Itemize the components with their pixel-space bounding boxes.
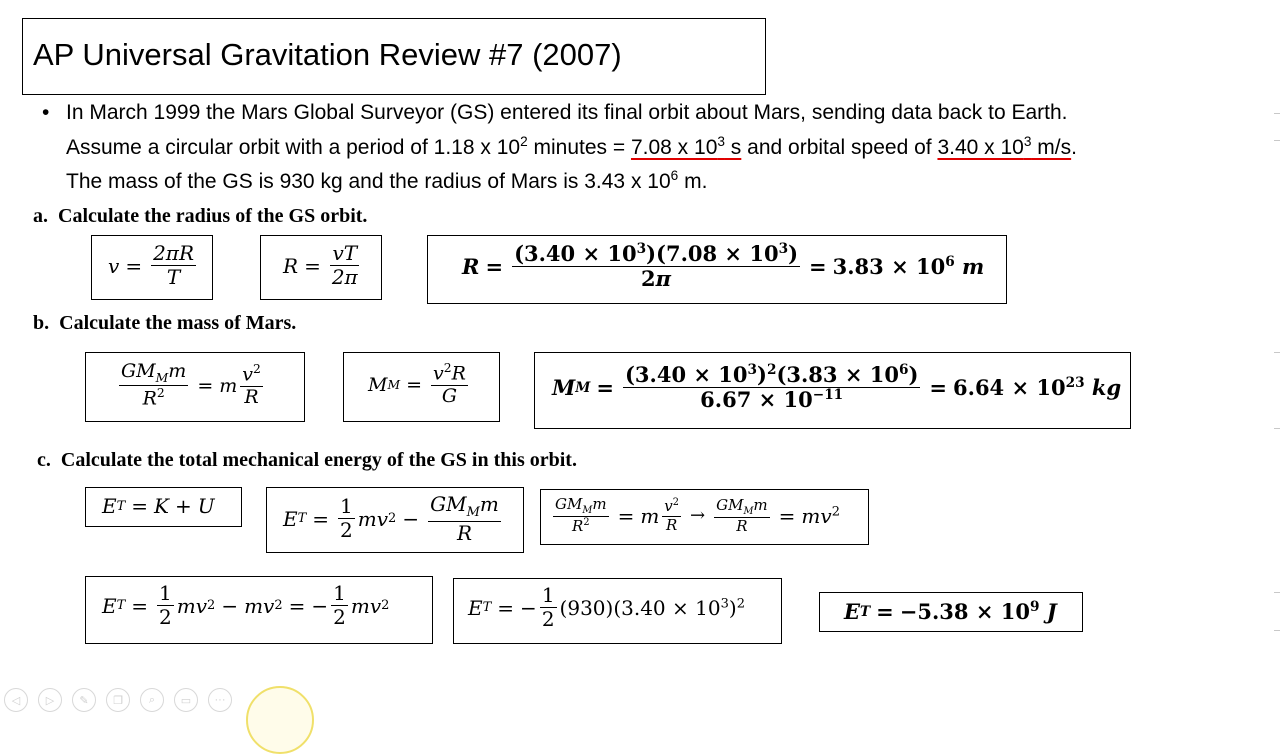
equation-box-b3: [534, 352, 1131, 429]
equation-energy-result: E T = $-5.38 \times 10^9$ J: [844, 599, 1057, 624]
equation-mass-mars: M M = $\frac{v^2R}{G}$: [368, 361, 466, 408]
equation-box-c6: [819, 592, 1083, 632]
cursor-highlight: [246, 686, 314, 754]
equation-box-c5: [453, 578, 782, 644]
equation-box-c2: [266, 487, 524, 553]
edge-mark: [1274, 428, 1280, 429]
statement-line-1: In March 1999 the Mars Global Surveyor (GS) entered its final orbit about Mars, sending data back to Earth.: [66, 101, 1068, 124]
equation-box-b2: [343, 352, 500, 422]
equation-speed: v = $\frac{2\pi R}{T}$: [108, 241, 195, 289]
more-options-icon[interactable]: ···: [208, 688, 232, 712]
period-underlined: 7.08 x $10^3$ s: [630, 133, 742, 159]
page-title: AP Universal Gravitation Review #7 (2007): [33, 37, 622, 72]
edge-mark: [1274, 352, 1280, 353]
statement-line-2: Assume a circular orbit with a period of 1.18 x $10^2$ minutes = 7.08 x $10^3$ s and orbital speed of 3.40 x $10^3$ m/s.: [66, 133, 1077, 159]
equation-total-energy: E T = K + U: [102, 494, 215, 518]
edge-mark: [1274, 592, 1280, 593]
edge-mark: [1274, 630, 1280, 631]
zoom-icon[interactable]: ⌕: [140, 688, 164, 712]
equation-radius-result: R = $\frac{(3.40 \times 10^3)(7.08 \times 10^3)}{2\pi}$ = $3.83 \times 10^6$ m: [462, 241, 985, 292]
title-box: [22, 18, 766, 95]
equation-box-a1: [91, 235, 213, 300]
equation-box-c4: [85, 576, 433, 644]
question-a: a. Calculate the radius of the GS orbit.: [33, 205, 368, 227]
equation-substitution: $\frac{GM_Mm}{R^2}$ = m $\frac{v^2}{R}$ → $\frac{GM_Mm}{R}$ = $mv^2$: [555, 495, 840, 536]
question-c: c. Calculate the total mechanical energy of the GS in this orbit.: [37, 449, 577, 471]
equation-box-a2: [260, 235, 382, 300]
slideshow-toolbar: [4, 688, 232, 712]
equation-gravity-centripetal: $\frac{GM_Mm}{R^2}$ = m $\frac{v^2}{R}$: [121, 360, 261, 410]
next-icon[interactable]: ▷: [38, 688, 62, 712]
equation-box-b1: [85, 352, 305, 422]
equation-box-c1: [85, 487, 242, 527]
equation-mass-result: M M = $\frac{(3.40 \times 10^3)^2(3.83 \times 10^6)}{6.67 \times 10^{-11}}$ = $6.64 \times 10^{23}$ kg: [552, 362, 1122, 413]
speed-underlined: 3.40 x $10^3$ m/s: [937, 133, 1072, 159]
question-b: b. Calculate the mass of Mars.: [33, 312, 297, 334]
equation-energy-numbers: E T = − $\frac{1}{2}$ $(930)(3.40 \times 10^3)^2$: [468, 583, 745, 631]
equation-energy-expanded: E T = $\frac{1}{2}$ mv 2 − $\frac{GM_Mm}{R}$: [283, 492, 499, 545]
previous-icon[interactable]: ◁: [4, 688, 28, 712]
equation-energy-simplified: E T = $\frac{1}{2}$ mv 2 − mv 2 = − $\frac{1}{2}$ mv 2: [102, 581, 390, 629]
edge-mark: [1274, 140, 1280, 141]
edge-mark: [1274, 113, 1280, 114]
problem-statement: [42, 99, 1252, 197]
pen-icon[interactable]: ✎: [72, 688, 96, 712]
bullet-marker: •: [42, 101, 50, 124]
equation-box-c3: [540, 489, 869, 545]
screen-icon[interactable]: ▭: [174, 688, 198, 712]
statement-line-3: The mass of the GS is 930 kg and the radius of Mars is 3.43 x $10^6$ m.: [66, 168, 708, 193]
equation-box-a3: [427, 235, 1007, 304]
equation-radius: R = $\frac{vT}{2\pi}$: [283, 241, 358, 289]
slides-icon[interactable]: ❐: [106, 688, 130, 712]
